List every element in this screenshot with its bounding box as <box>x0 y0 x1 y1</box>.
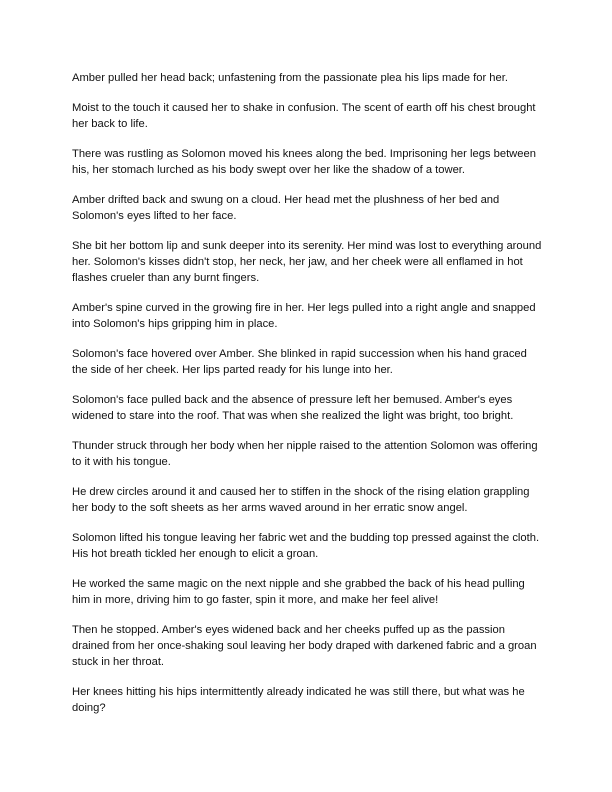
paragraph-9: Thunder struck through her body when her nipple raised to the attention Solomon was offering to it with his tongue. <box>72 440 538 468</box>
paragraph-14: Her knees hitting his hips intermittently already indicated he was still there, but what was he doing? <box>72 686 525 714</box>
paragraph-8: Solomon's face pulled back and the absence of pressure left her bemused. Amber's eyes widened to stare into the roof. That was when she realized the light was bright, too bright. <box>72 394 514 422</box>
paragraph-6: Amber's spine curved in the growing fire in her. Her legs pulled into a right angle and snapped into Solomon's hips gripping him in place. <box>72 302 536 330</box>
paragraph-13: Then he stopped. Amber's eyes widened back and her cheeks puffed up as the passion drained from her once-shaking soul leaving her body draped with darkened fabric and a groan stuck in her throat. <box>72 624 537 668</box>
paragraph-4: Amber drifted back and swung on a cloud. Her head met the plushness of her bed and Solomon's eyes lifted to her face. <box>72 194 500 222</box>
paragraph-12: He worked the same magic on the next nipple and she grabbed the back of his head pulling him in more, driving him to go faster, spin it more, and make her feel alive! <box>72 578 525 606</box>
body-text <box>72 70 542 730</box>
paragraph-10: He drew circles around it and caused her to stiffen in the shock of the rising elation grappling her body to the soft sheets as her arms waved around in her erratic snow angel. <box>72 486 530 514</box>
paragraph-5: She bit her bottom lip and sunk deeper into its serenity. Her mind was lost to everything around her. Solomon's kisses didn't stop, her neck, her jaw, and her cheek were all enflamed in hot flashes crueler than any burnt fingers. <box>72 240 542 284</box>
paragraph-7: Solomon's face hovered over Amber. She blinked in rapid succession when his hand graced the side of her cheek. Her lips parted ready for his lunge into her. <box>72 348 527 376</box>
paragraph-2: Moist to the touch it caused her to shake in confusion. The scent of earth off his chest brought her back to life. <box>72 102 536 130</box>
paragraph-3: There was rustling as Solomon moved his knees along the bed. Imprisoning her legs between his, her stomach lurched as his body swept over her like the shadow of a tower. <box>72 148 536 176</box>
paragraph-11: Solomon lifted his tongue leaving her fabric wet and the budding top pressed against the cloth. His hot breath tickled her enough to elicit a groan. <box>72 532 540 560</box>
paragraph-1: Amber pulled her head back; unfastening from the passionate plea his lips made for her. <box>72 72 508 84</box>
